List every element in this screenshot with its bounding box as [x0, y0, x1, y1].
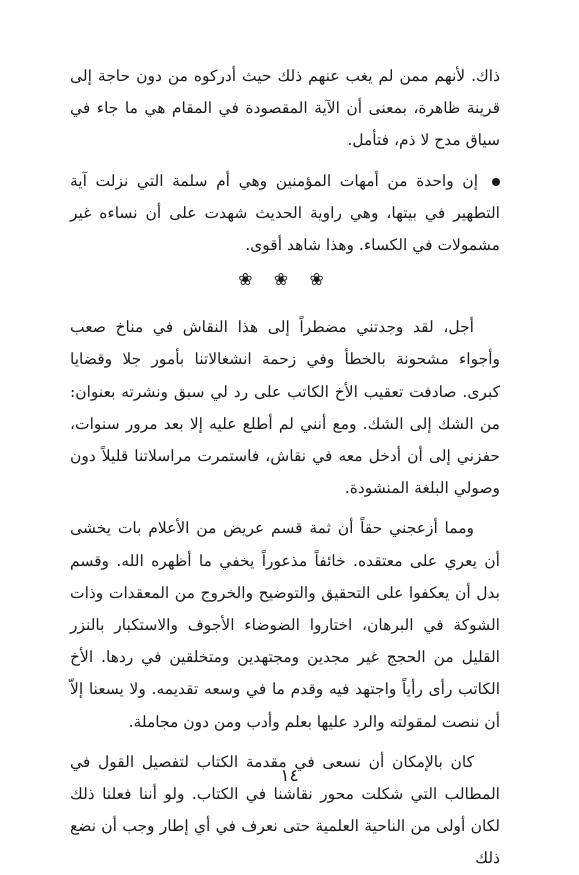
spacer [70, 504, 500, 512]
section-divider-ornaments: ❀ ❀ ❀ [238, 270, 332, 291]
bullet-paragraph [70, 165, 500, 262]
bullet-icon [492, 178, 500, 186]
page-body [70, 60, 500, 875]
paragraph-5: كان بالإمكان أن نسعى في مقدمة الكتاب لتفصيل القول في المطالب التي شكلت محور نقاشنا في الكتاب. ولو أننا فعلنا ذلك لكان أولى من الناحية العلمية حتى نعرف في أي إطار وجب أن نضع ذلك [70, 752, 500, 868]
paragraph-3: أجل، لقد وجدتني مضطراً إلى هذا النقاش في مناخ صعب وأجواء مشحونة بالخطأ وفي زحمة انشغالاتنا بأمور جلا وقضايا كبرى. صادفت تعقيب الأخ الكاتب على رد لي سبق ونشرته بعنوان: من الشك إلى الشك. ومع أنني لم أطلع عليه إلا بعد مرور سنوات، حفزني إلى أن أدخل معه في نقاش، فاستمرت مراسلاتنا قليلاً دون وصولي البلغة المنشودة. [70, 318, 500, 498]
spacer [70, 157, 500, 165]
paragraph-2: إن واحدة من أمهات المؤمنين وهي أم سلمة التي نزلت آية التطهير في بيتها، وهي راوية الحديث شهدت على أن نساءه غير مشمولات في الكساء. وهذا شاهد أقوى. [70, 171, 500, 255]
page-number: ١٤ [280, 766, 299, 786]
paragraph-1: ذاك. لأنهم ممن لم يغب عنهم ذلك حيث أدركوه من دون حاجة إلى قرينة ظاهرة، بمعنى أن الآية المقصودة في المقام هي ما جاء في سياق مدح لا ذم، فتأمل. [70, 67, 500, 150]
paragraph-4: ومما أزعجني حقاً أن ثمة قسم عريض من الأعلام بات يخشى أن يعري على معتقده. خائفاً مذعوراً يخفي ما أظهره الله. وقسم بدل أن يعكفوا على التحقيق والتوضيح والخروج من المعقدات وذات الشوكة في البرهان، اختاروا الضوضاء الأجوف والاستكبار بالنزر القليل من الحجج غير مجدين ومجتهدين ومتخلقين في ردها. الأخ الكاتب رأى رأياً واجتهد فيه وقدم ما في وسعه تقديمه. ولا يسعنا إلاّ أن ننصت لمقولته والرد عليها بعلم وأدب ومن دون مجاملة. [70, 519, 500, 731]
spacer [70, 738, 500, 746]
